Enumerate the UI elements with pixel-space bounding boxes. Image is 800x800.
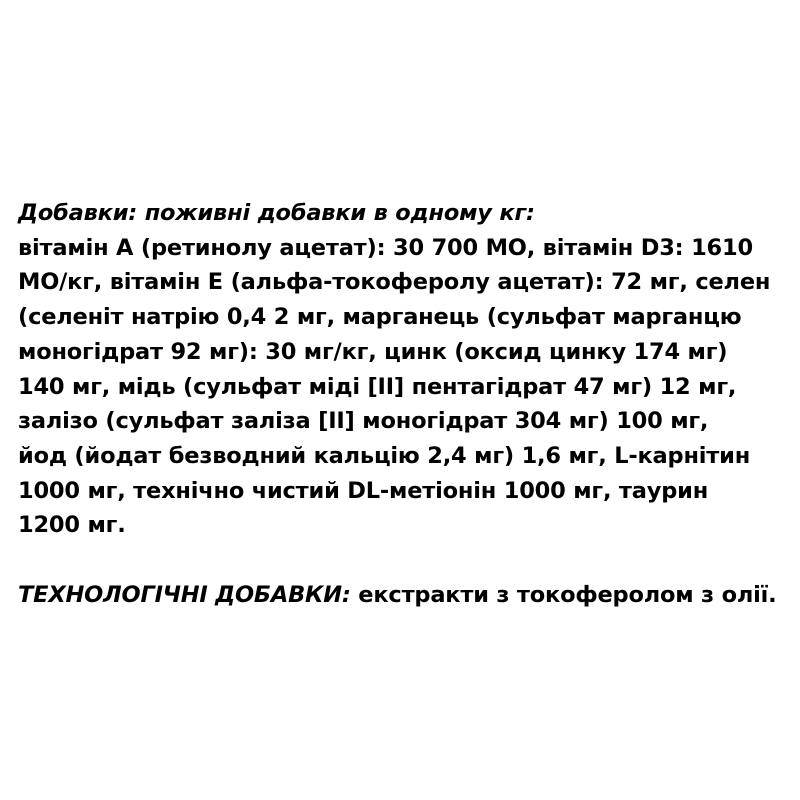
- additives-line-1: вітамін А (ретинолу ацетат): 30 700 МО, вітамін D3: 1610: [18, 234, 753, 261]
- additives-line-9: 1200 мг.: [18, 512, 126, 539]
- technological-additives-text: екстракти з токоферолом з олії.: [350, 581, 777, 608]
- technological-additives-label: ТЕХНОЛОГІЧНІ ДОБАВКИ:: [18, 581, 351, 608]
- additives-heading: Добавки: поживні добавки в одному кг:: [18, 200, 535, 226]
- additives-line-6: залізо (сульфат заліза [II] моногідрат 304 мг) 100 мг,: [18, 408, 709, 435]
- ingredients-document: [18, 196, 788, 612]
- additives-line-3: (селеніт натрію 0,4 2 мг, марганець (сульфат марганцю: [18, 304, 742, 331]
- technological-additives-line: [18, 578, 788, 613]
- additives-line-7: йод (йодат безводний кальцію 2,4 мг) 1,6 мг, L-карнітин: [18, 442, 751, 469]
- additives-line-4: моногідрат 92 мг): 30 мг/кг, цинк (оксид цинку 174 мг): [18, 338, 728, 365]
- additives-line-5: 140 мг, мідь (сульфат міді [II] пентагідрат 47 мг) 12 мг,: [18, 373, 737, 400]
- additives-line-2: МО/кг, вітамін Е (альфа-токоферолу ацетат): 72 мг, селен: [18, 269, 771, 296]
- paragraph-spacer: [18, 543, 788, 578]
- additives-line-8: 1000 мг, технічно чистий DL-метіонін 1000 мг, таурин: [18, 477, 709, 504]
